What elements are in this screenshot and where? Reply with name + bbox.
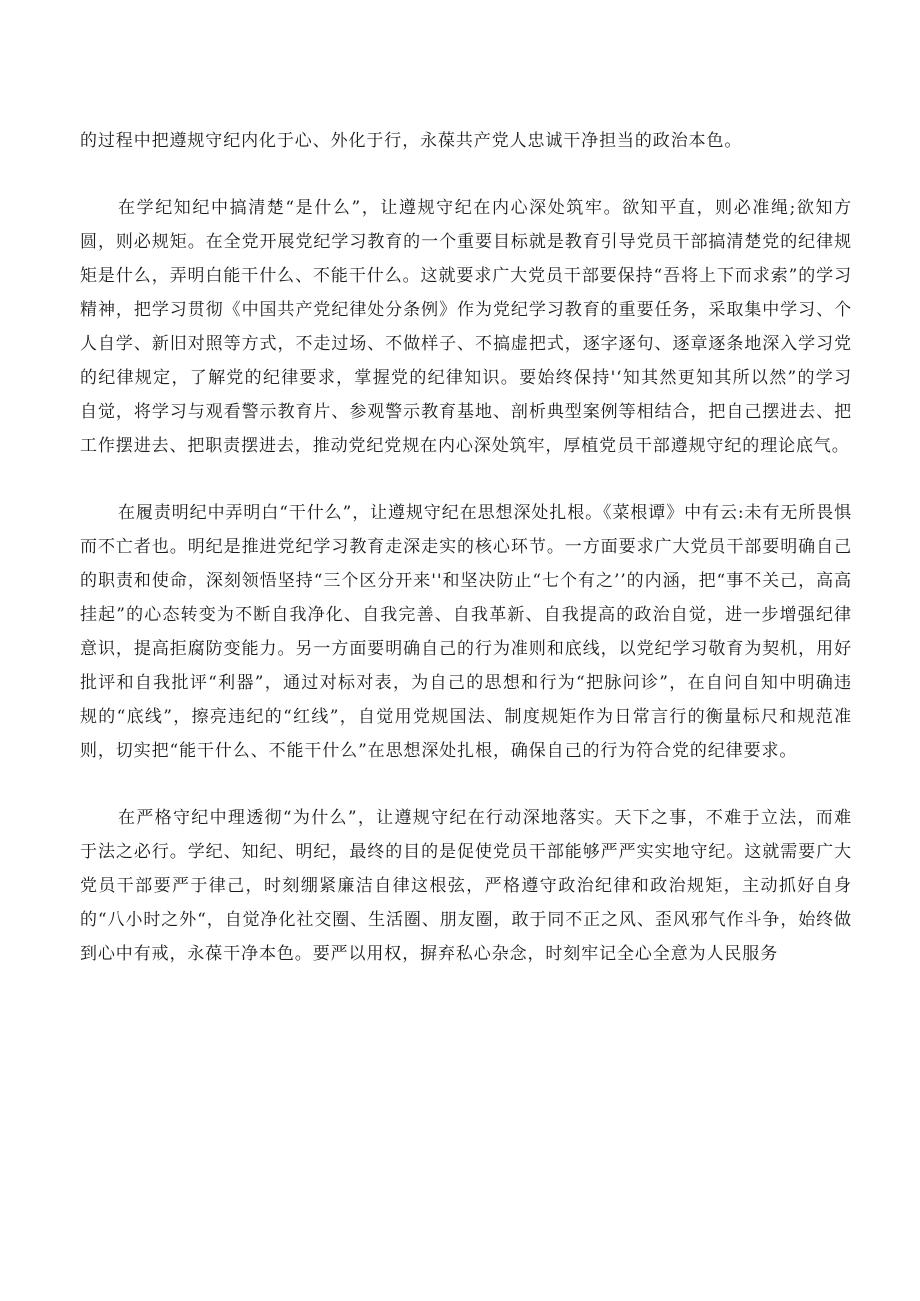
paragraph-1: 的过程中把遵规守纪内化于心、外化于行，永葆共产党人忠诚干净担当的政治本色。 (80, 131, 743, 151)
paragraph-2: 在学纪知纪中搞清楚“是什么”，让遵规守纪在内心深处筑牢。欲知平直，则必准绳;欲知方圆，则必规矩。在全党开展党纪学习教育的一个重要目标就是教育引导党员干部搞清楚党的纪律规矩是什么，弄明白能干什么、不能干什么。这就要求广大党员干部要保持“吾将上下而求索”的学习精神，把学习贯彻《中国共产党纪律处分条例》作为党纪学习教育的重要任务，采取集中学习、个人自学、新旧对照等方式，不走过场、不做样子、不搞虚把式，逐字逐句、逐章逐条地深入学习党的纪律规定，了解党的纪律要求，掌握党的纪律知识。要始终保持'‘知其然更知其所以然”的学习自觉，将学习与观看警示教育片、参观警示教育基地、剖析典型案例等相结合，把自己摆进去、把工作摆进去、把职责摆进去，推动党纪党规在内心深处筑牢，厚植党员干部遵规守纪的理论底气。 (80, 198, 852, 456)
paragraph-gap (80, 768, 852, 801)
document-body (80, 124, 852, 971)
paragraph-3: 在履责明纪中弄明白“干什么”，让遵规守纪在思想深处扎根。《菜根谭》中有云:未有无所畏惧而不亡者也。明纪是推进党纪学习教育走深走实的核心环节。一方面要求广大党员干部要明确自己的职责和使命，深刻领悟坚持“三个区分开来''和坚决防止“七个有之’’的内涵，把“事不关己，高高挂起”的心态转变为不断自我净化、自我完善、自我革新、自我提高的政治自觉，进一步增强纪律意识，提高拒腐防变能力。另一方面要明确自己的行为准则和底线，以党纪学习敬育为契机，用好批评和自我批评“利器”，通过对标对表，为自己的思想和行为“把脉问诊”，在自问自知中明确违规的“底线”，擦亮违纪的“红线”，自觉用党规国法、制度规矩作为日常言行的衡量标尺和规范准则，切实把“能干什么、不能干什么”在思想深处扎根，确保自己的行为符合党的纪律要求。 (80, 503, 852, 761)
paragraph-gap (80, 463, 852, 496)
paragraph-gap (80, 158, 852, 191)
paragraph-4: 在严格守纪中理透彻“为什么”，让遵规守纪在行动深地落实。天下之事，不难于立法，而难于法之必行。学纪、知纪、明纪，最终的目的是促使党员干部能够严严实实地守纪。这就需要广大党员干部要严于律己，时刻绷紧廉洁自律这根弦，严格遵守政治纪律和政治规矩，主动抓好自身的“八小时之外“，自觉净化社交圈、生活圈、朋友圈，敢于同不正之风、歪风邪气作斗争，始终做到心中有戒，永葆干净本色。要严以用权，摒弃私心杂念，时刻牢记全心全意为人民服务 (80, 808, 852, 964)
